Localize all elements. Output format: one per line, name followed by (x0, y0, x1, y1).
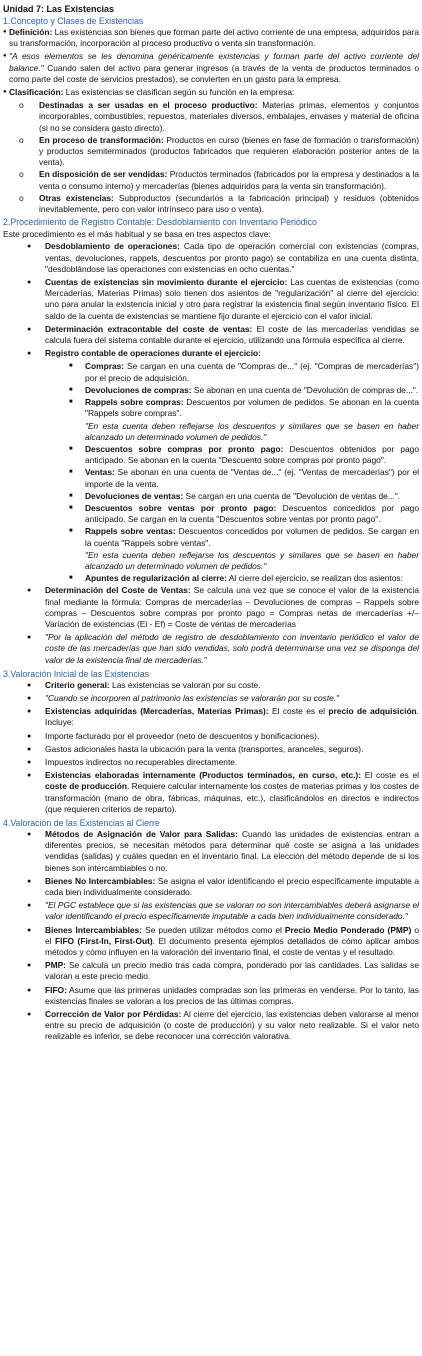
list-item-text: Importe facturado por el proveedor (neto de descuentos y bonificaciones). (45, 730, 320, 741)
bullet-marker: ● (27, 732, 32, 740)
section-3-heading: 3.Valoración Inicial de las Existencias (3, 668, 150, 679)
list-item-text: Materias primas, elementos y conjuntos incorporables, combustibles, repuestos, materiales diversos, embalajes, envases y material de oficina (si no se considera gasto directo). (39, 100, 419, 133)
list-item-label: Cuentas de existencias sin movimiento durante el ejercicio: (45, 277, 288, 288)
sub-bullet-marker: ■ (69, 528, 73, 535)
list-item (3, 1009, 419, 1043)
definition-label: Definición: (9, 27, 53, 37)
sub-item-text: Se abonan en una cuenta de "Devolución de compras de...". (191, 384, 419, 395)
sub-bullet-marker: ■ (69, 504, 73, 511)
list-item-text: . Incluye: (45, 706, 419, 728)
bullet-marker: ● (27, 634, 32, 642)
list-item-label: En disposición de ser vendidas: (39, 169, 168, 180)
bullet-marker: ● (27, 926, 32, 934)
list-item-text: Las cuentas de existencias (como Mercaderías, Materias Primas) solo tienen dos asientos de "regularización" al cierre del ejercicio: uno para anular la existencia inicial y otro para registrar la existencia final según inventario físico. El saldo de la cuenta de existencias se mantiene fijo durante el ejercicio con el valor inicial. (45, 277, 419, 321)
list-item-label: Otras existencias: (39, 192, 114, 203)
list-item-text: Gastos adicionales hasta la ubicación para la venta (transportes, aranceles, seguros). (45, 743, 364, 754)
list-item-text: Cada tipo de operación comercial con existencias (compras, ventas, devoluciones, rappels, descuentos por pronto pago) se contabiliza en una cuenta distinta, "desdoblándose las operaciones con existencias en ocho cuentas." (45, 241, 419, 274)
list-item-text: Asume que las primeras unidades compradas son las primeras en venderse. Por lo tanto, las existencias finales se valoran a los precios de las últimas compras. (45, 984, 419, 1006)
list-item-quote: "El PGC establece que si las existencias que se valoran no son intercambiables deberá asignarse el valor identificando el precio específicamente imputable a cada bien individualmente considerado." (45, 900, 419, 922)
list-item (3, 241, 419, 275)
list-item-text: El coste de las mercaderías vendidas se calcula fuera del sistema contable durante el ejercicio, utilizando una fórmula específica al cierre. (45, 323, 419, 346)
sub-item-label: Apuntes de regularización al cierre: (85, 573, 227, 584)
list-item (3, 100, 419, 134)
sub-list-item (3, 467, 419, 489)
classification-label: Clasificación: (9, 87, 64, 98)
list-item (3, 876, 419, 898)
list-item-text: Impuestos indirectos no recuperables directamente. (45, 756, 238, 767)
list-item (3, 632, 419, 666)
list-item-quote: "Cuando se incorporen al patrimonio las existencias se valorarán por su coste." (45, 692, 340, 703)
list-marker: o (19, 169, 24, 180)
section-4-heading: 4.Valoración de las Existencias al Cierre (3, 818, 160, 828)
definition-text: Las existencias son bienes que forman parte del activo corriente de una empresa, adquiridos para su transformación, incorporación al proceso productivo o venta sin transformación. (9, 27, 419, 49)
section-1-heading: 1.Concepto y Clases de Existencias (3, 16, 144, 26)
list-item-label: FIFO: (45, 984, 67, 995)
list-item-label: Determinación extracontable del coste de ventas: (45, 323, 253, 334)
sub-item-text: Descuentos por volumen de pedidos. Se abonan en la cuenta "Rappels sobre compras". (85, 397, 420, 419)
list-item-label: En proceso de transformación: (39, 134, 164, 145)
list-item-emphasis: precio de adquisición (328, 706, 417, 717)
bullet-marker: ● (27, 708, 32, 716)
sub-bullet-marker: ■ (69, 492, 73, 499)
definition-paragraph (3, 27, 419, 49)
list-item-label: Criterio general: (45, 679, 110, 690)
sub-list-item (3, 503, 419, 525)
bullet-marker: ● (27, 350, 32, 358)
bullet-marker: ● (27, 587, 32, 595)
sub-item-label: Devoluciones de ventas: (85, 490, 184, 501)
list-marker: o (19, 134, 24, 145)
list-item (3, 135, 419, 169)
list-marker: o (19, 100, 24, 111)
list-item-emphasis: FIFO (First-In, First-Out) (55, 935, 153, 946)
list-item-text: El coste es el (361, 770, 419, 781)
list-item-text: Subproductos (secundarios a la fabricación principal) y residuos (obtenidos inevitablemente, pero con valor intrínseco para uso o venta). (39, 192, 419, 215)
bullet-marker: ● (27, 694, 32, 702)
list-item (3, 324, 419, 346)
list-item-text: Las existencias se valoran por su coste. (109, 679, 261, 690)
bullet-marker: ● (27, 681, 32, 689)
sub-item-label: Descuentos sobre ventas por pronto pago: (85, 502, 277, 513)
sub-item-label: Rappels sobre ventas: (85, 526, 176, 537)
list-item (3, 169, 419, 191)
list-item-label: Bienes Intercambiables: (45, 924, 143, 935)
list-item-text: . El documento presenta ejemplos detallados de cómo aplicar ambos métodos y cómo influyen en la valoración del inventario final, el coste de ventas y el resultado. (45, 935, 419, 958)
list-item (3, 925, 419, 959)
list-item (3, 744, 419, 755)
sub-item-text: Descuentos concedidos por pago anticipado. Se cargan en la cuenta "Descuentos sobre ventas por pronto pago". (85, 502, 420, 525)
sub-item-label: Descuentos sobre compras por pronto pago: (85, 443, 284, 454)
section-2-intro: Este procedimiento es el más habitual y se basa en tres aspectos clave: (3, 229, 271, 240)
list-item-label: Métodos de Asignación de Valor para Salidas: (45, 829, 238, 839)
classification-paragraph (3, 87, 419, 98)
quote-balance-paragraph (3, 51, 419, 85)
list-item-text: Al cierre del ejercicio, las existencias deben valorarse al menor entre su precio de adquisición (o coste de producción) y su valor neto realizable. Si el valor neto realizable es inferior, se debe reconocer una corrección valorativa. (45, 1009, 419, 1042)
quote-balance: "A esos elementos se les denomina genéricamente existencias y forman parte del activo corriente del balance." (9, 51, 419, 73)
list-item-label: Existencias adquiridas (Mercaderías, Materias Primas): (45, 706, 269, 717)
bullet-marker: ● (27, 772, 32, 780)
list-item (3, 693, 419, 704)
sub-item-text: Al cierre del ejercicio, se realizan dos asientos: (226, 573, 403, 584)
sub-bullet-marker: ■ (69, 445, 73, 452)
list-item-quote: "Por la aplicación del método de registro de desdoblamiento con inventario periódico el valor de coste de las mercaderías que han sido vendidas, solo podrá determinarse una vez se disponga del valor de la existencia final de mercaderías." (45, 632, 419, 665)
bullet-marker: ● (27, 986, 32, 994)
list-item-label: PMP: (45, 960, 66, 971)
list-item-emphasis: coste de producción (45, 781, 127, 792)
sub-item-quote: "En esta cuenta deben reflejarse los descuentos y similares que se basen en haber alcanzado un determinado volumen de pedidos." (85, 549, 419, 571)
list-marker: o (19, 192, 24, 203)
sub-list-item (3, 550, 419, 572)
sub-list-item (3, 421, 419, 443)
bullet-marker: ● (27, 902, 32, 910)
sub-bullet-marker: ■ (69, 469, 73, 476)
sub-item-text: Se cargan en una cuenta de "Compras de..." (ej. "Compras de mercaderías") por el precio de adquisición. (85, 361, 419, 383)
sub-item-text: Se abonan en una cuenta de "Ventas de..." (ej. "Ventas de mercaderías") por el importe de la venta. (85, 467, 419, 489)
bullet-marker: ● (27, 831, 32, 838)
list-item-label: Determinación del Coste de Ventas: (45, 585, 191, 596)
list-item-emphasis: Precio Medio Ponderado (PMP) (284, 924, 412, 935)
list-item (3, 348, 419, 359)
bullet-marker: ● (27, 1011, 32, 1019)
section-2-heading: 2.Procedimiento de Registro Contable: Desdoblamiento con Inventario Periódico (3, 217, 317, 228)
list-item-text: Cuando las unidades de existencias entran a diferentes precios, se necesitan métodos para determinar qué coste se asigna a las unidades vendidas (salidas) y cuáles quedan en el inventario final. La elección del método depende de si los bienes son intercambiables o no. (45, 829, 419, 873)
list-item (3, 277, 419, 322)
sub-list-item (3, 573, 419, 584)
sub-item-text: Descuentos obtenidos por pago anticipado. Se abonan en la cuenta "Descuento sobre compras por pronto pago". (85, 443, 419, 466)
list-item-text: Productos terminados (fabricados por la empresa y destinados a la venta o consumo interno) y mercaderías (bienes adquiridos para la venta sin transformación). (39, 169, 419, 191)
list-item-label: Registro contable de operaciones durante el ejercicio: (45, 348, 261, 359)
bullet-marker: ● (27, 877, 32, 885)
bullet-marker: ● (27, 745, 32, 753)
list-item-text: El coste es el (268, 706, 329, 717)
sub-item-label: Devoluciones de compras: (85, 384, 192, 395)
list-item-text: Se asigna el valor identificando el precio específicamente imputable a cada bien individualmente considerado. (45, 875, 419, 898)
sub-item-label: Compras: (85, 361, 125, 372)
sub-list-item (3, 491, 419, 502)
list-item-text: o el (45, 924, 419, 946)
bullet-marker: ● (27, 279, 32, 287)
list-item (3, 680, 419, 691)
sub-bullet-marker: ■ (69, 363, 73, 370)
bullet-marker: ● (27, 758, 32, 766)
list-item-text: Productos en curso (bienes en fase de formación o transformación) y productos semiterminados (productos fabricados que requieren elaboración posterior antes de la venta). (39, 134, 419, 168)
sub-item-text: Descuentos concedidos por volumen de pedidos. Se cargan en la cuenta "Rappels sobre ventas". (85, 526, 419, 548)
unit-title: Unidad 7: Las Existencias (3, 4, 115, 14)
list-item (3, 829, 419, 874)
sub-bullet-marker: ■ (69, 399, 73, 406)
list-item-text: . Requiere calcular internamente los costes de materias primas y los costes de transformación (mano de obra, fábricas, máquinas, etc.), clasificándolos en directos e indirectos (que requieren criterios de reparto). (45, 781, 419, 814)
sub-list-item (3, 444, 419, 466)
classification-text: Las existencias se clasifican según su función en la empresa: (63, 87, 295, 98)
list-item (3, 770, 419, 815)
sub-item-quote: "En esta cuenta deben reflejarse los descuentos y similares que se basen en haber alcanzado un determinado volumen de pedidos." (85, 420, 419, 442)
sub-bullet-marker: ■ (69, 575, 73, 582)
sub-list-item (3, 397, 419, 419)
list-item (3, 731, 419, 742)
sub-list-item (3, 385, 419, 396)
list-item-label: Corrección de Valor por Pérdidas: (45, 1009, 182, 1020)
bullet-marker: ● (27, 962, 32, 970)
list-item (3, 900, 419, 922)
sub-item-label: Ventas: (85, 467, 115, 478)
list-item (3, 193, 419, 215)
list-item-text: Se calcula una vez que se conoce el valor de la existencia final mediante la fórmula: Compras de mercaderías – Devoluciones de compras – Rappels sobre compras – Descuentos sobre compras por pronto pago = Compras netas de mercaderías +/– Variación de existencias (Ei - Ef) = Coste de ventas de mercaderías (45, 585, 419, 629)
list-item (3, 757, 419, 768)
bullet-marker: ● (27, 325, 32, 333)
list-item (3, 960, 419, 982)
sub-list-item (3, 361, 419, 383)
list-item-text: Se calcula un precio medio tras cada compra, ponderado por las cantidades. Las salidas se valoran a este precio medio. (45, 960, 419, 982)
list-item-label: Destinadas a ser usadas en el proceso productivo: (39, 100, 258, 111)
list-item-text: Se pueden utilizar métodos como el (142, 924, 285, 935)
quote-balance-followup: Cuando salen del activo para generar ingresos (a través de la venta de productos terminados o como parte del coste de servicios prestados), se convierten en un gasto para la empresa. (9, 62, 419, 84)
bullet-marker: ● (27, 243, 32, 251)
list-item-label: Desdoblamiento de operaciones: (45, 241, 180, 252)
sub-item-text: Se cargan en una cuenta de "Devolución de ventas de...". (183, 490, 401, 501)
sub-bullet-marker: ■ (69, 386, 73, 393)
list-item (3, 706, 419, 728)
list-item (3, 985, 419, 1007)
sub-list-item (3, 526, 419, 548)
list-item-label: Existencias elaboradas internamente (Productos terminados, en curso, etc.): (45, 770, 362, 781)
sub-item-label: Rappels sobre compras: (85, 397, 184, 408)
list-item-label: Bienes No Intercambiables: (45, 875, 156, 886)
list-item (3, 585, 419, 630)
